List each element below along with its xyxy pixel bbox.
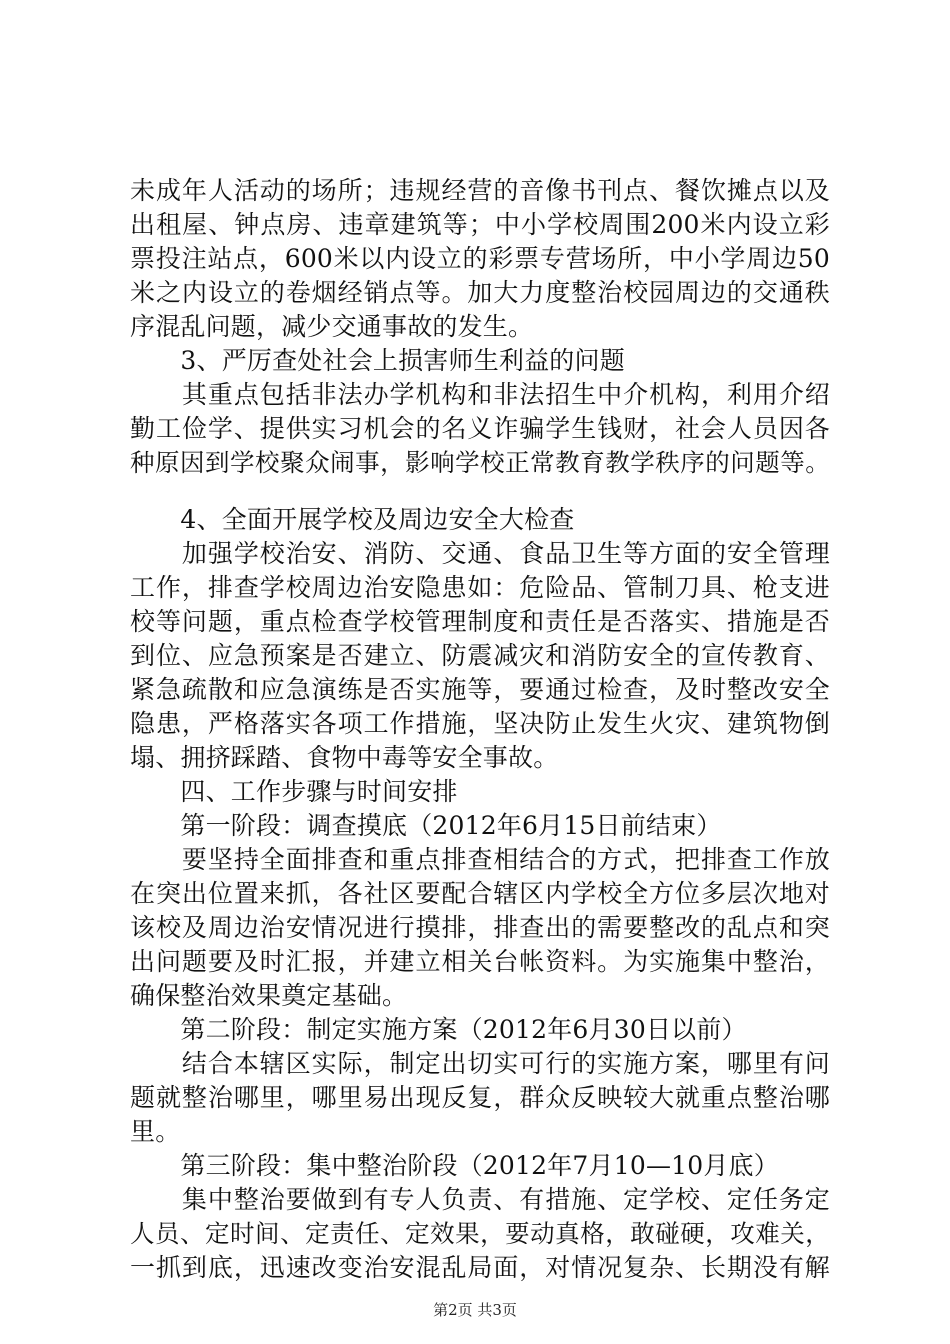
paragraph-line: 种原因到学校聚众闹事，影响学校正常教育教学秩序的问题等。	[130, 448, 830, 477]
paragraph-line: 要坚持全面排查和重点排查相结合的方式，把排查工作放	[130, 845, 830, 874]
paragraph-line: 确保整治效果奠定基础。	[130, 981, 408, 1010]
paragraph-line: 票投注站点，600米以内设立的彩票专营场所，中小学周边50	[130, 244, 830, 273]
section-heading: 3、严厉查处社会上损害师生利益的问题	[130, 346, 625, 375]
paragraph-line: 出租屋、钟点房、违章建筑等；中小学校周围200米内设立彩	[130, 210, 830, 239]
paragraph-line: 塌、拥挤踩踏、食物中毒等安全事故。	[130, 743, 559, 772]
paragraph-line: 紧急疏散和应急演练是否实施等，要通过检查，及时整改安全	[130, 675, 830, 704]
paragraph-line: 校等问题，重点检查学校管理制度和责任是否落实、措施是否	[130, 607, 830, 636]
paragraph-line: 集中整治要做到有专人负责、有措施、定学校、定任务定	[130, 1185, 830, 1214]
paragraph-line: 其重点包括非法办学机构和非法招生中介机构，利用介绍	[130, 380, 830, 409]
paragraph-line: 里。	[130, 1117, 181, 1146]
section-heading: 四、工作步骤与时间安排	[130, 777, 458, 806]
paragraph-line: 题就整治哪里，哪里易出现反复，群众反映较大就重点整治哪	[130, 1083, 830, 1112]
stage-heading: 第二阶段：制定实施方案（2012年6月30日以前）	[130, 1015, 747, 1044]
paragraph-line: 出问题要及时汇报，并建立相关台帐资料。为实施集中整治，	[130, 947, 830, 976]
paragraph-line: 结合本辖区实际，制定出切实可行的实施方案，哪里有问	[130, 1049, 830, 1078]
paragraph-line: 在突出位置来抓，各社区要配合辖区内学校全方位多层次地对	[130, 879, 830, 908]
stage-heading: 第三阶段：集中整治阶段（2012年7月10—10月底）	[130, 1151, 779, 1180]
paragraph-line: 到位、应急预案是否建立、防震减灾和消防安全的宣传教育、	[130, 641, 830, 670]
paragraph-line: 勤工俭学、提供实习机会的名义诈骗学生钱财，社会人员因各	[130, 414, 830, 443]
paragraph-line: 序混乱问题，减少交通事故的发生。	[130, 312, 534, 341]
paragraph-line: 米之内设立的卷烟经销点等。加大力度整治校园周边的交通秩	[130, 278, 830, 307]
paragraph-line: 工作，排查学校周边治安隐患如：危险品、管制刀具、枪支进	[130, 573, 830, 602]
paragraph-line: 加强学校治安、消防、交通、食品卫生等方面的安全管理	[130, 539, 830, 568]
stage-heading: 第一阶段：调查摸底（2012年6月15日前结束）	[130, 811, 722, 840]
page-number-footer: 第2页 共3页	[433, 1301, 517, 1319]
section-heading: 4、全面开展学校及周边安全大检查	[130, 505, 575, 534]
paragraph-line: 该校及周边治安情况进行摸排，排查出的需要整改的乱点和突	[130, 913, 830, 942]
paragraph-line: 人员、定时间、定责任、定效果，要动真格，敢碰硬，攻难关，	[130, 1219, 830, 1248]
paragraph-line: 未成年人活动的场所；违规经营的音像书刊点、餐饮摊点以及	[130, 176, 830, 205]
paragraph-line: 隐患，严格落实各项工作措施，坚决防止发生火灾、建筑物倒	[130, 709, 830, 738]
paragraph-line: 一抓到底，迅速改变治安混乱局面，对情况复杂、长期没有解	[130, 1253, 830, 1282]
